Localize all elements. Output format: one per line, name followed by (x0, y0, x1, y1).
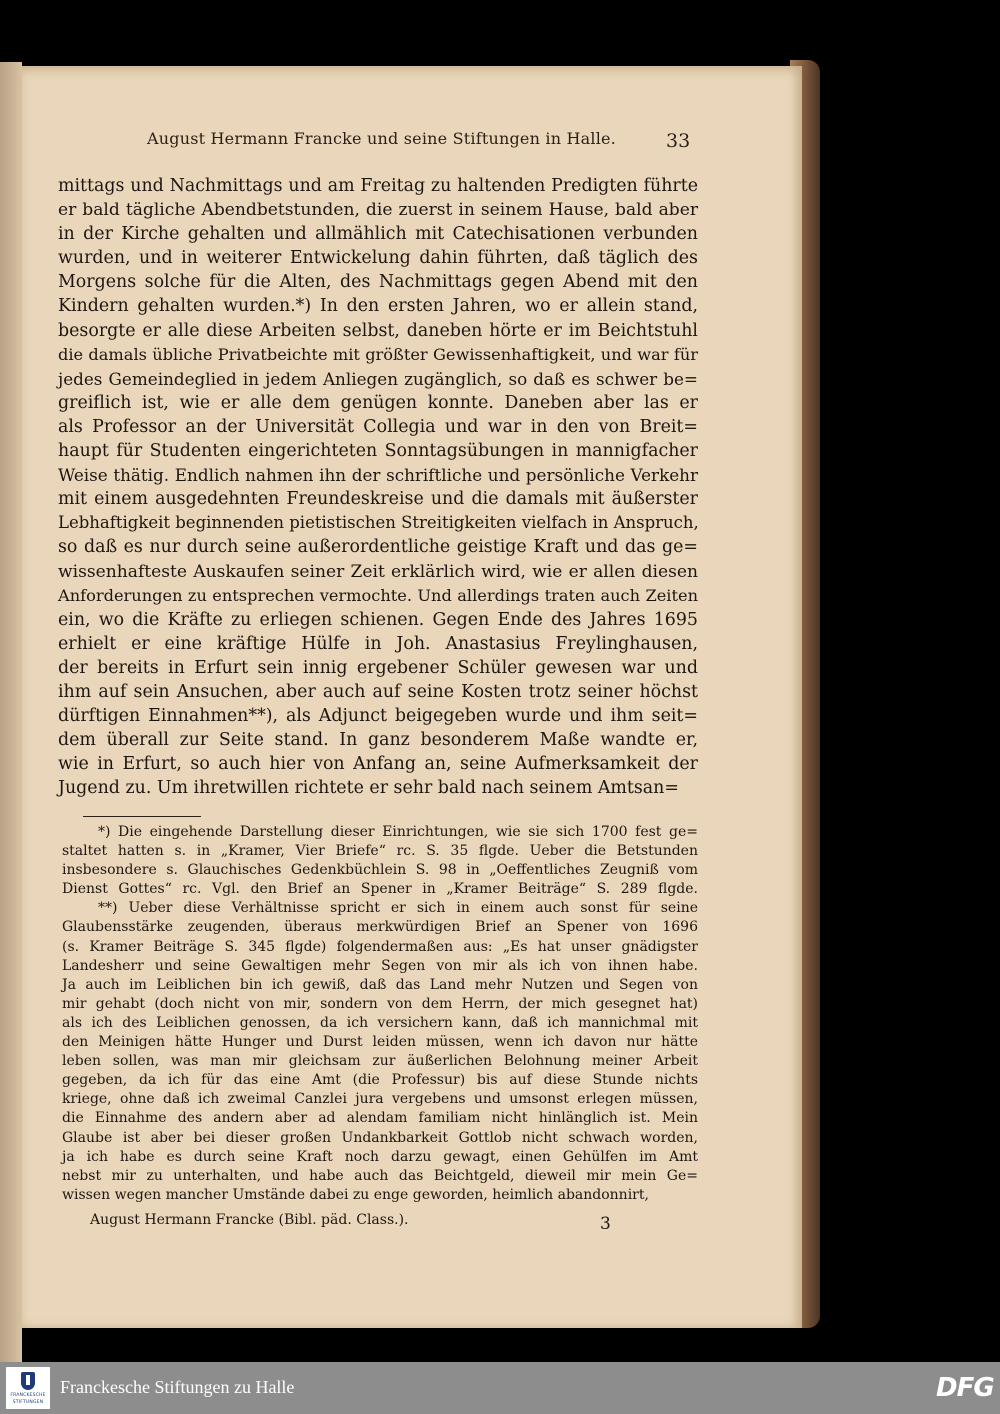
footnote-line: den Meinigen hätte Hunger und Durst leiden müssen, wenn ich davon nur hätte (62, 1034, 698, 1051)
footnote-line: leben sollen, was man mir gleichsam zur äußerlichen Belohnung meiner Arbeit (62, 1053, 698, 1070)
footnote-line: als ich des Leiblichen genossen, da ich versichern kann, daß ich mannichmal mit (62, 1014, 698, 1031)
footnote-line: Dienst Gottes“ rc. Vgl. den Brief an Spener in „Kramer Beiträge“ S. 289 flgde. (62, 881, 698, 898)
footnote-line: die Einnahme des andern aber ad alendam familiam nicht hinlänglich ist. Mein (62, 1110, 698, 1127)
signature-line: August Hermann Francke (Bibl. päd. Class.). (90, 1212, 409, 1228)
body-line: greiflich ist, wie er alle dem genügen konnte. Daneben aber las er (58, 392, 698, 413)
footnote-line: nebst mir zu unterhalten, und habe auch das Beichtgeld, dieweil mir mein Ge= (62, 1167, 698, 1184)
body-line: so daß es nur durch seine außerordentliche geistige Kraft und das ge= (58, 537, 698, 558)
logo-line-1: FRANCKESCHE (10, 1393, 46, 1398)
crest-icon (21, 1372, 35, 1390)
body-line: Morgens solche für die Alten, des Nachmittags gegen Abend mit den (58, 272, 698, 293)
body-line: mittags und Nachmittags und am Freitag zu haltenden Predigten führte (58, 176, 698, 196)
body-line: Jugend zu. Um ihretwillen richtete er sehr bald nach seinem Amtsan= (58, 778, 679, 799)
body-line: Lebhaftigkeit beginnenden pietistischen Streitigkeiten vielfach in Anspruch, (58, 513, 699, 533)
footnote-rule (83, 816, 201, 817)
logo-line-2: STIFTUNGEN (12, 1400, 44, 1405)
institution-logo[interactable] (6, 1367, 50, 1409)
footer-bar (0, 1362, 1000, 1414)
body-line: mit einem ausgedehnten Freundeskreise und die damals mit äußerster (58, 489, 698, 510)
footnote-line: Glaube ist aber bei dieser großen Undankbarkeit Gottlob nicht schwach worden, (62, 1129, 698, 1146)
body-line: wurden, und in weiterer Entwickelung dahin führten, daß täglich des (58, 248, 698, 269)
footnotes (62, 823, 698, 1205)
footnote-line: *) Die eingehende Darstellung dieser Einrichtungen, wie sie sich 1700 fest ge= (98, 824, 698, 840)
body-line: jedes Gemeindeglied in jedem Anliegen zugänglich, so daß es schwer be= (58, 368, 698, 389)
body-line: wie in Erfurt, so auch hier von Anfang an, seine Aufmerksamkeit der (58, 754, 698, 775)
body-line: besorgte er alle diese Arbeiten selbst, daneben hörte er im Beichtstuhl (58, 320, 698, 341)
body-line: als Professor an der Universität Collegia und war in den von Breit= (58, 416, 698, 437)
body-line: ihm auf sein Ansuchen, aber auch auf seine Kosten trotz seiner höchst (58, 681, 698, 702)
footnote-line: Glaubensstärke zeugenden, überaus merkwürdigen Brief an Spener von 1696 (62, 919, 698, 936)
footnote-line: gegeben, da ich für das eine Amt (die Professur) bis auf diese Stunde nichts (62, 1072, 698, 1089)
body-text (58, 174, 698, 800)
body-line: dem überall zur Seite stand. In ganz besonderem Maße wandte er, (58, 730, 698, 751)
body-line: die damals übliche Privatbeichte mit größter Gewissenhaftigkeit, und war für (58, 344, 698, 364)
footnote-line: Landesherr und seine Gewaltigen mehr Segen von mir als ich von ihnen habe. (62, 957, 698, 974)
signature-mark: 3 (600, 1214, 611, 1234)
body-line: erhielt er eine kräftige Hülfe in Joh. Anastasius Freylinghausen, (58, 633, 698, 654)
body-line: in der Kirche gehalten und allmählich mit Catechisationen verbunden (58, 224, 698, 245)
footnote-line: staltet hatten s. in „Kramer, Vier Briefe“ rc. S. 35 flgde. Ueber die Betstunden (62, 843, 698, 860)
body-line: Kindern gehalten wurden.*) In den ersten Jahren, wo er allein stand, (58, 296, 698, 317)
body-line: dürftigen Einnahmen**), als Adjunct beigegeben wurde und ihm seit= (58, 706, 698, 727)
body-line: er bald tägliche Abendbetstunden, die zuerst in seinem Hause, bald aber (58, 200, 698, 221)
running-head: August Hermann Francke und seine Stiftungen in Halle. (147, 129, 616, 148)
footnote-line: ja ich habe es durch seine Kraft noch darzu gewagt, einen Gehülfen im Amt (62, 1148, 698, 1165)
body-line: Anforderungen zu entsprechen vermochte. Und allerdings traten auch Zeiten (58, 585, 698, 605)
footnote-line: kriege, ohne daß ich zweimal Canzlei jura vergebens und umsonst erlegen müssen, (62, 1091, 698, 1108)
footnote-line: insbesondere s. Glauchisches Gedenkbüchlein S. 98 in „Oeffentliches Zeugniß vom (62, 862, 698, 879)
footnote-line: (s. Kramer Beiträge S. 345 flgde) folgendermaßen aus: „Es hat unser gnädigster (62, 938, 698, 955)
body-line: der bereits in Erfurt sein innig ergebener Schüler gewesen war und (58, 657, 698, 678)
dfg-logo[interactable]: DFG (936, 1373, 994, 1403)
footnote-line: wissen wegen mancher Umstände dabei zu enge geworden, heimlich abandonnirt, (62, 1186, 649, 1203)
footnote-line: **) Ueber diese Verhältnisse spricht er sich in einem auch sonst für seine (98, 900, 698, 917)
footer-title[interactable]: Franckesche Stiftungen zu Halle (60, 1377, 295, 1397)
body-line: Weise thätig. Endlich nahmen ihn der schriftliche und persönliche Verkehr (58, 465, 698, 486)
body-line: wissenhafteste Auskaufen seiner Zeit erklärlich wird, wie er allen diesen (58, 561, 698, 582)
body-line: haupt für Studenten eingerichteten Sonntagsübungen in mannigfacher (58, 441, 698, 462)
previous-page-edge (0, 62, 22, 1362)
footnote-line: mir gehabt (doch nicht von mir, sondern von dem Herrn, der mich gesegnet hat) (62, 995, 698, 1012)
footnote-line: Ja auch im Leiblichen bin ich gewiß, daß das Land mehr Nutzen und Segen von (62, 976, 698, 993)
page-number: 33 (666, 130, 691, 152)
body-line: ein, wo die Kräfte zu erliegen schienen. Gegen Ende des Jahres 1695 (58, 609, 698, 630)
